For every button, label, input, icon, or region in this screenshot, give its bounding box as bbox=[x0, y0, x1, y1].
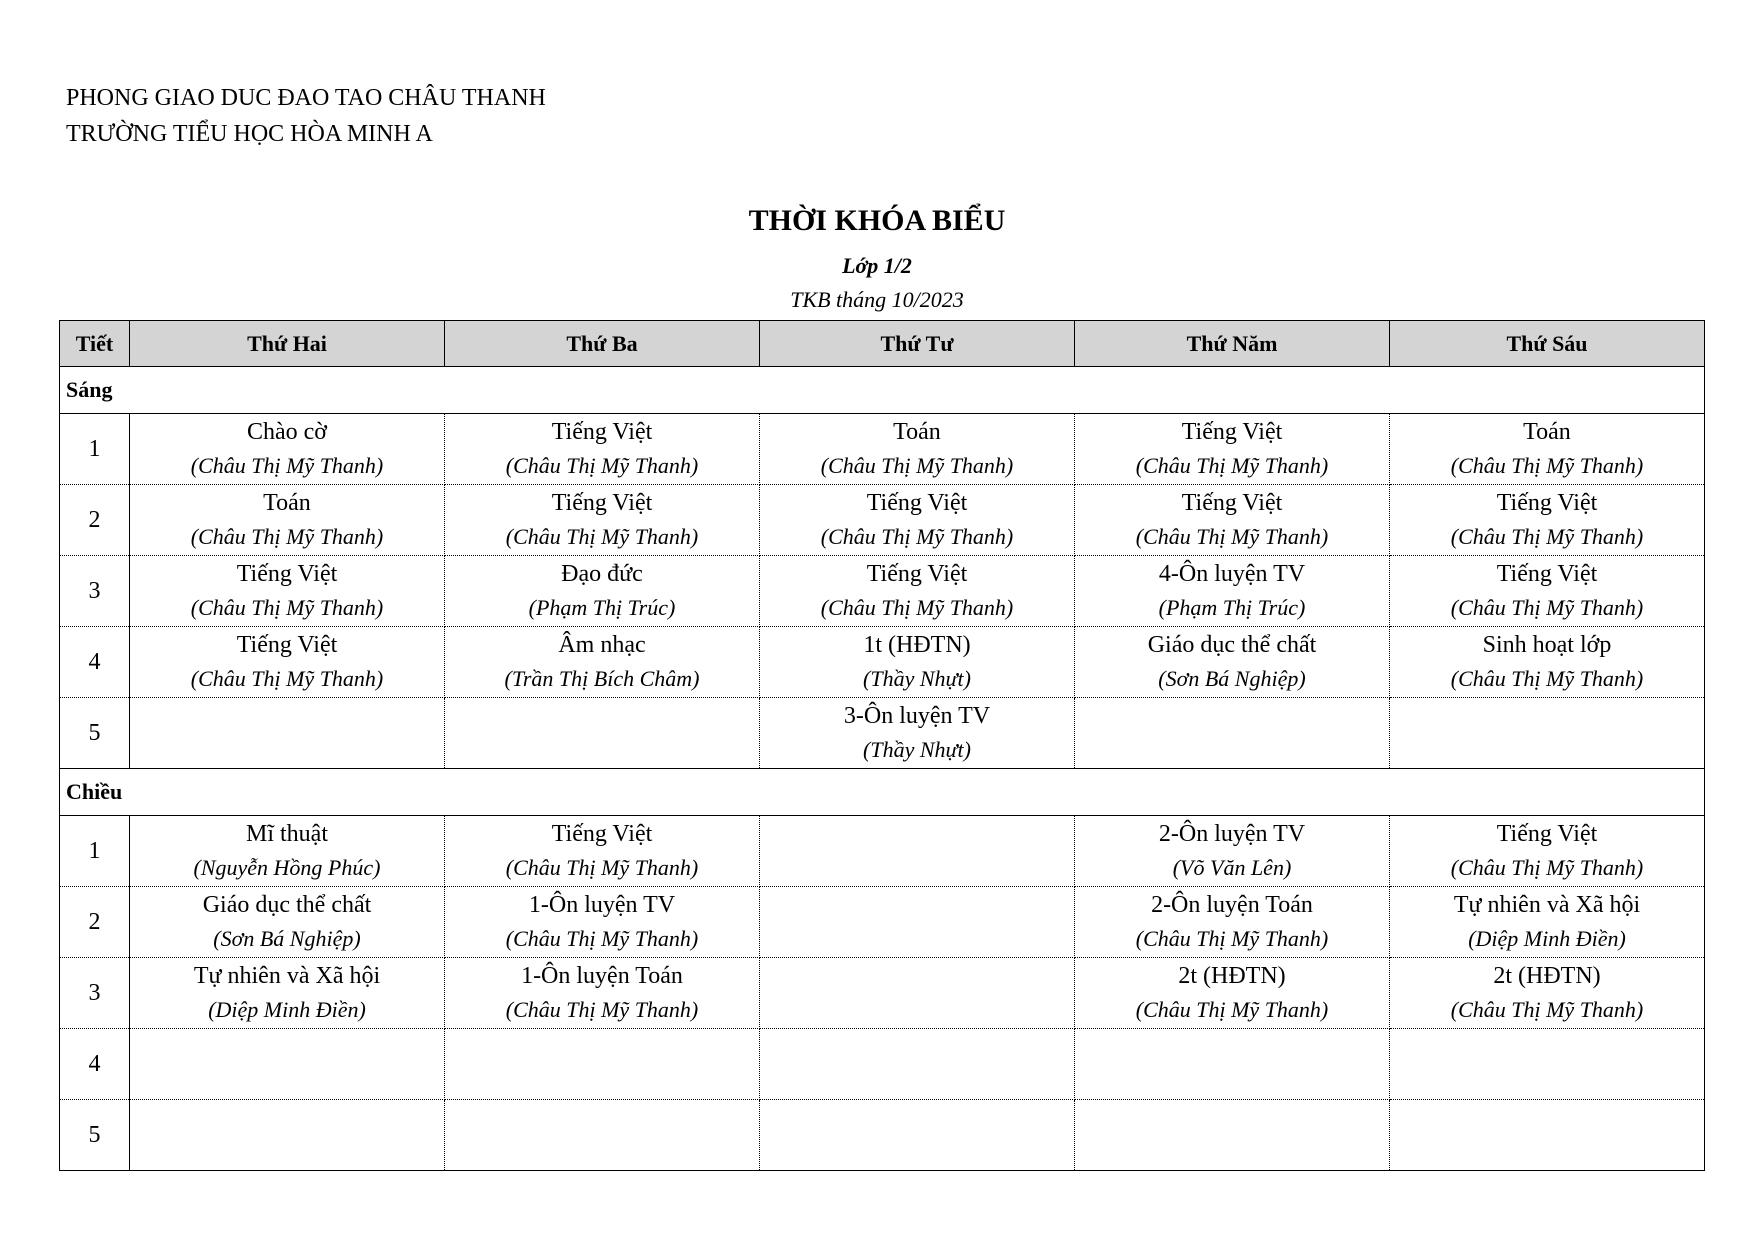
teacher-name: (Võ Văn Lên) bbox=[1172, 855, 1292, 880]
session-row bbox=[60, 367, 1705, 414]
subject-name: Tiếng Việt bbox=[1496, 490, 1598, 516]
header-monday: Thứ Hai bbox=[130, 321, 445, 367]
page-title: THỜI KHÓA BIỂU bbox=[748, 204, 1006, 237]
teacher-name: (Châu Thị Mỹ Thanh) bbox=[1450, 524, 1644, 549]
period-number: 5 bbox=[60, 1100, 130, 1171]
table-row bbox=[60, 698, 1705, 769]
timetable bbox=[59, 320, 1705, 1171]
teacher-name: (Thầy Nhựt) bbox=[863, 666, 971, 691]
lesson-cell-friday bbox=[1390, 698, 1705, 769]
header-period: Tiết bbox=[60, 321, 130, 367]
subject-name: Âm nhạc bbox=[558, 632, 646, 658]
period-number: 3 bbox=[60, 556, 130, 627]
period-number: 4 bbox=[60, 1029, 130, 1100]
teacher-name: (Châu Thị Mỹ Thanh) bbox=[190, 453, 384, 478]
subject-name: Tiếng Việt bbox=[1181, 490, 1283, 516]
teacher-name: (Châu Thị Mỹ Thanh) bbox=[505, 926, 699, 951]
lesson-cell-monday bbox=[130, 485, 445, 556]
table-row bbox=[60, 414, 1705, 485]
teacher-name: (Phạm Thị Trúc) bbox=[1158, 595, 1306, 620]
subject-name: Tiếng Việt bbox=[236, 561, 338, 587]
lesson-cell-thursday bbox=[1075, 414, 1390, 485]
lesson-cell-thursday bbox=[1075, 698, 1390, 769]
lesson-cell-tuesday bbox=[445, 698, 760, 769]
lesson-cell-tuesday bbox=[445, 958, 760, 1029]
period-number: 2 bbox=[60, 485, 130, 556]
teacher-name: (Châu Thị Mỹ Thanh) bbox=[190, 595, 384, 620]
lesson-cell-monday bbox=[130, 627, 445, 698]
lesson-cell-wednesday bbox=[760, 485, 1075, 556]
lesson-cell-tuesday bbox=[445, 1029, 760, 1100]
subject-name: Tiếng Việt bbox=[866, 561, 968, 587]
header-friday: Thứ Sáu bbox=[1390, 321, 1705, 367]
lesson-cell-wednesday bbox=[760, 887, 1075, 958]
lesson-cell-thursday bbox=[1075, 816, 1390, 887]
lesson-cell-tuesday bbox=[445, 627, 760, 698]
teacher-name: (Châu Thị Mỹ Thanh) bbox=[1135, 524, 1329, 549]
lesson-cell-tuesday bbox=[445, 887, 760, 958]
teacher-name: (Châu Thị Mỹ Thanh) bbox=[505, 997, 699, 1022]
teacher-name: (Châu Thị Mỹ Thanh) bbox=[1450, 453, 1644, 478]
lesson-cell-thursday bbox=[1075, 1029, 1390, 1100]
lesson-cell-monday bbox=[130, 556, 445, 627]
teacher-name: (Sơn Bá Nghiệp) bbox=[213, 926, 361, 951]
lesson-cell-thursday bbox=[1075, 887, 1390, 958]
lesson-cell-tuesday bbox=[445, 816, 760, 887]
subject-name: Mĩ thuật bbox=[246, 821, 328, 847]
table-row bbox=[60, 816, 1705, 887]
lesson-cell-wednesday bbox=[760, 556, 1075, 627]
teacher-name: (Châu Thị Mỹ Thanh) bbox=[1450, 855, 1644, 880]
subject-name: Tiếng Việt bbox=[866, 490, 968, 516]
lesson-cell-monday bbox=[130, 887, 445, 958]
table-row bbox=[60, 1029, 1705, 1100]
subject-name: Đạo đức bbox=[561, 561, 643, 587]
teacher-name: (Phạm Thị Trúc) bbox=[528, 595, 676, 620]
table-row bbox=[60, 485, 1705, 556]
period-number: 1 bbox=[60, 816, 130, 887]
session-label: Sáng bbox=[60, 367, 1705, 414]
lesson-cell-friday bbox=[1390, 485, 1705, 556]
lesson-cell-tuesday bbox=[445, 1100, 760, 1171]
table-row bbox=[60, 887, 1705, 958]
class-label: Lớp 1/2 bbox=[842, 253, 912, 278]
lesson-cell-thursday bbox=[1075, 958, 1390, 1029]
subject-name: Toán bbox=[263, 490, 311, 516]
lesson-cell-tuesday bbox=[445, 485, 760, 556]
subject-name: Tiếng Việt bbox=[1181, 419, 1283, 445]
subject-name: Tiếng Việt bbox=[551, 419, 653, 445]
subject-name: Tiếng Việt bbox=[1496, 821, 1598, 847]
lesson-cell-friday bbox=[1390, 816, 1705, 887]
session-label: Chiều bbox=[60, 769, 1705, 816]
lesson-cell-tuesday bbox=[445, 556, 760, 627]
teacher-name: (Sơn Bá Nghiệp) bbox=[1158, 666, 1306, 691]
period-number: 2 bbox=[60, 887, 130, 958]
teacher-name: (Châu Thị Mỹ Thanh) bbox=[820, 453, 1014, 478]
period-number: 5 bbox=[60, 698, 130, 769]
header-wednesday: Thứ Tư bbox=[760, 321, 1075, 367]
teacher-name: (Châu Thị Mỹ Thanh) bbox=[1450, 595, 1644, 620]
lesson-cell-monday bbox=[130, 414, 445, 485]
subject-name: 3-Ôn luyện TV bbox=[843, 703, 991, 729]
teacher-name: (Châu Thị Mỹ Thanh) bbox=[505, 855, 699, 880]
lesson-cell-monday bbox=[130, 816, 445, 887]
table-row bbox=[60, 1100, 1705, 1171]
subject-name: 1-Ôn luyện Toán bbox=[521, 963, 683, 989]
school-name: TRƯỜNG TIỂU HỌC HÒA MINH A bbox=[66, 121, 433, 147]
subject-name: Tiếng Việt bbox=[551, 490, 653, 516]
teacher-name: (Diệp Minh Điền) bbox=[1468, 926, 1626, 951]
lesson-cell-thursday bbox=[1075, 1100, 1390, 1171]
teacher-name: (Nguyễn Hồng Phúc) bbox=[193, 855, 381, 880]
teacher-name: (Châu Thị Mỹ Thanh) bbox=[190, 666, 384, 691]
header-thursday: Thứ Năm bbox=[1075, 321, 1390, 367]
teacher-name: (Châu Thị Mỹ Thanh) bbox=[505, 453, 699, 478]
lesson-cell-wednesday bbox=[760, 816, 1075, 887]
teacher-name: (Châu Thị Mỹ Thanh) bbox=[1450, 997, 1644, 1022]
teacher-name: (Châu Thị Mỹ Thanh) bbox=[1135, 926, 1329, 951]
document-header bbox=[66, 80, 546, 152]
lesson-cell-wednesday bbox=[760, 627, 1075, 698]
lesson-cell-wednesday bbox=[760, 698, 1075, 769]
subject-name: Toán bbox=[1523, 419, 1571, 445]
subject-name: Chào cờ bbox=[246, 419, 327, 445]
subject-name: 2t (HĐTN) bbox=[1178, 963, 1286, 989]
period-number: 1 bbox=[60, 414, 130, 485]
header-tuesday: Thứ Ba bbox=[445, 321, 760, 367]
lesson-cell-friday bbox=[1390, 887, 1705, 958]
subject-name: Giáo dục thể chất bbox=[202, 892, 372, 918]
teacher-name: (Thầy Nhựt) bbox=[863, 737, 971, 762]
department-name: PHONG GIAO DUC ĐAO TAO CHÂU THANH bbox=[66, 85, 546, 111]
teacher-name: (Châu Thị Mỹ Thanh) bbox=[190, 524, 384, 549]
session-row bbox=[60, 769, 1705, 816]
lesson-cell-monday bbox=[130, 1029, 445, 1100]
period-number: 4 bbox=[60, 627, 130, 698]
table-row bbox=[60, 556, 1705, 627]
subject-name: Tự nhiên và Xã hội bbox=[193, 963, 381, 989]
teacher-name: (Châu Thị Mỹ Thanh) bbox=[1135, 453, 1329, 478]
subject-name: 2-Ôn luyện TV bbox=[1158, 821, 1306, 847]
lesson-cell-monday bbox=[130, 698, 445, 769]
lesson-cell-wednesday bbox=[760, 414, 1075, 485]
lesson-cell-friday bbox=[1390, 1100, 1705, 1171]
schedule-date: TKB tháng 10/2023 bbox=[790, 287, 964, 312]
teacher-name: (Châu Thị Mỹ Thanh) bbox=[820, 524, 1014, 549]
subject-name: Tiếng Việt bbox=[551, 821, 653, 847]
subject-name: 1-Ôn luyện TV bbox=[528, 892, 676, 918]
lesson-cell-tuesday bbox=[445, 414, 760, 485]
period-number: 3 bbox=[60, 958, 130, 1029]
teacher-name: (Châu Thị Mỹ Thanh) bbox=[1135, 997, 1329, 1022]
lesson-cell-wednesday bbox=[760, 958, 1075, 1029]
lesson-cell-wednesday bbox=[760, 1029, 1075, 1100]
subject-name: 2-Ôn luyện Toán bbox=[1151, 892, 1313, 918]
subject-name: Tiếng Việt bbox=[236, 632, 338, 658]
lesson-cell-wednesday bbox=[760, 1100, 1075, 1171]
subject-name: 2t (HĐTN) bbox=[1493, 963, 1601, 989]
table-row bbox=[60, 958, 1705, 1029]
lesson-cell-friday bbox=[1390, 414, 1705, 485]
teacher-name: (Trần Thị Bích Châm) bbox=[504, 666, 700, 691]
lesson-cell-friday bbox=[1390, 556, 1705, 627]
teacher-name: (Châu Thị Mỹ Thanh) bbox=[820, 595, 1014, 620]
lesson-cell-friday bbox=[1390, 627, 1705, 698]
subject-name: Sinh hoạt lớp bbox=[1482, 632, 1612, 658]
subject-name: 4-Ôn luyện TV bbox=[1158, 561, 1306, 587]
teacher-name: (Diệp Minh Điền) bbox=[208, 997, 366, 1022]
lesson-cell-thursday bbox=[1075, 485, 1390, 556]
header-row bbox=[60, 321, 1705, 367]
subject-name: Tiếng Việt bbox=[1496, 561, 1598, 587]
teacher-name: (Châu Thị Mỹ Thanh) bbox=[505, 524, 699, 549]
subject-name: Toán bbox=[893, 419, 941, 445]
lesson-cell-monday bbox=[130, 1100, 445, 1171]
lesson-cell-friday bbox=[1390, 958, 1705, 1029]
table-row bbox=[60, 627, 1705, 698]
lesson-cell-monday bbox=[130, 958, 445, 1029]
teacher-name: (Châu Thị Mỹ Thanh) bbox=[1450, 666, 1644, 691]
lesson-cell-thursday bbox=[1075, 627, 1390, 698]
subject-name: 1t (HĐTN) bbox=[863, 632, 971, 658]
lesson-cell-thursday bbox=[1075, 556, 1390, 627]
subject-name: Tự nhiên và Xã hội bbox=[1453, 892, 1641, 918]
lesson-cell-friday bbox=[1390, 1029, 1705, 1100]
subject-name: Giáo dục thể chất bbox=[1147, 632, 1317, 658]
